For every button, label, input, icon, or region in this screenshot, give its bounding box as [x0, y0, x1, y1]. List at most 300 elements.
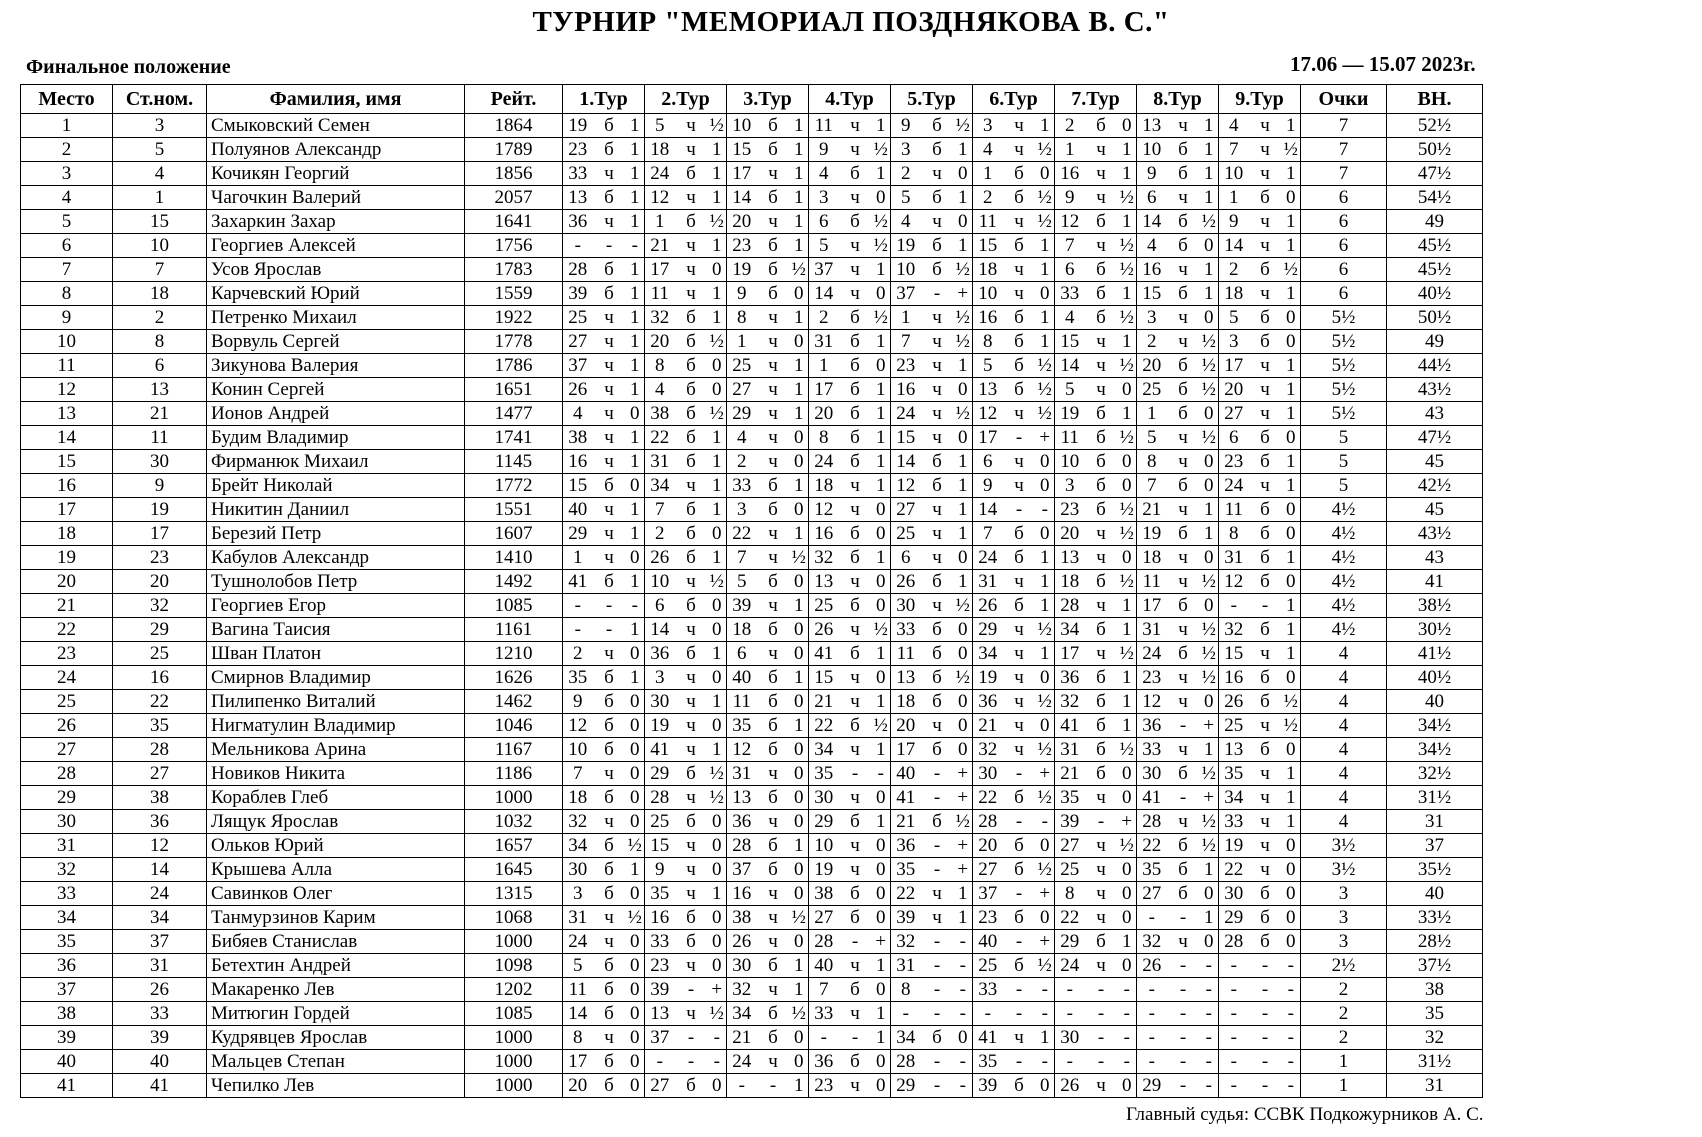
- table-row: [21, 738, 1483, 762]
- round-5-result-cell: 1: [954, 234, 973, 258]
- round-8-opponent-cell: 15: [1137, 282, 1167, 306]
- round-1-opponent-cell: 24: [563, 930, 593, 954]
- round-6-opponent-cell: 9: [973, 474, 1003, 498]
- round-2-result-cell: 0: [708, 930, 727, 954]
- round-4-color-cell: б: [839, 906, 872, 930]
- round-4-result-cell: ½: [872, 618, 891, 642]
- round-6-opponent-cell: -: [973, 1002, 1003, 1026]
- points-cell: 4½: [1301, 618, 1387, 642]
- round-2-opponent-cell: 3: [645, 666, 675, 690]
- round-7-opponent-cell: 12: [1055, 210, 1085, 234]
- tiebreak-cell: 37½: [1387, 954, 1483, 978]
- round-7-color-cell: ч: [1085, 954, 1118, 978]
- round-5-result-cell: -: [954, 1074, 973, 1098]
- round-5-opponent-cell: 7: [891, 330, 921, 354]
- round-1-result-cell: 1: [626, 282, 645, 306]
- round-6-color-cell: б: [1003, 378, 1036, 402]
- round-6-opponent-cell: 40: [973, 930, 1003, 954]
- round-9-result-cell: -: [1282, 1026, 1301, 1050]
- round-9-result-cell: 1: [1282, 210, 1301, 234]
- round-7-result-cell: ½: [1118, 258, 1137, 282]
- header-tiebreak: ВН.: [1387, 85, 1483, 114]
- round-2-color-cell: б: [675, 330, 708, 354]
- round-9-opponent-cell: 33: [1219, 810, 1249, 834]
- round-7-opponent-cell: 17: [1055, 642, 1085, 666]
- round-7-result-cell: 0: [1118, 954, 1137, 978]
- round-1-color-cell: -: [593, 594, 626, 618]
- round-3-color-cell: -: [757, 1074, 790, 1098]
- points-cell: 5½: [1301, 402, 1387, 426]
- round-4-result-cell: 0: [872, 834, 891, 858]
- round-1-opponent-cell: -: [563, 234, 593, 258]
- round-9-result-cell: 1: [1282, 162, 1301, 186]
- round-5-opponent-cell: 12: [891, 474, 921, 498]
- round-4-opponent-cell: 34: [809, 738, 839, 762]
- round-2-color-cell: б: [675, 522, 708, 546]
- player-name-cell: Ворвуль Сергей: [207, 330, 465, 354]
- round-6-opponent-cell: 31: [973, 570, 1003, 594]
- start-number-cell: 39: [113, 1026, 207, 1050]
- round-1-result-cell: 0: [626, 786, 645, 810]
- start-number-cell: 23: [113, 546, 207, 570]
- table-row: [21, 258, 1483, 282]
- round-1-opponent-cell: 39: [563, 282, 593, 306]
- round-3-color-cell: ч: [757, 906, 790, 930]
- round-1-color-cell: ч: [593, 546, 626, 570]
- table-row: [21, 906, 1483, 930]
- round-3-opponent-cell: 14: [727, 186, 757, 210]
- place-cell: 2: [21, 138, 113, 162]
- round-1-opponent-cell: 26: [563, 378, 593, 402]
- round-5-opponent-cell: 24: [891, 402, 921, 426]
- tiebreak-cell: 31½: [1387, 1050, 1483, 1074]
- round-6-color-cell: б: [1003, 1074, 1036, 1098]
- round-5-result-cell: 1: [954, 570, 973, 594]
- round-1-result-cell: 1: [626, 498, 645, 522]
- round-4-color-cell: б: [839, 162, 872, 186]
- round-7-opponent-cell: 1: [1055, 138, 1085, 162]
- round-6-color-cell: ч: [1003, 618, 1036, 642]
- round-7-opponent-cell: 10: [1055, 450, 1085, 474]
- rating-cell: 1641: [465, 210, 563, 234]
- round-3-result-cell: 0: [790, 570, 809, 594]
- round-8-result-cell: 1: [1200, 858, 1219, 882]
- round-2-result-cell: 0: [708, 906, 727, 930]
- rating-cell: 1000: [465, 786, 563, 810]
- round-8-result-cell: 0: [1200, 402, 1219, 426]
- round-6-opponent-cell: 1: [973, 162, 1003, 186]
- round-7-opponent-cell: 30: [1055, 1026, 1085, 1050]
- round-6-color-cell: б: [1003, 522, 1036, 546]
- player-name-cell: Мальцев Степан: [207, 1050, 465, 1074]
- round-4-opponent-cell: -: [809, 1026, 839, 1050]
- round-7-result-cell: 1: [1118, 282, 1137, 306]
- table-row: [21, 378, 1483, 402]
- round-2-result-cell: 1: [708, 498, 727, 522]
- player-name-cell: Чагочкин Валерий: [207, 186, 465, 210]
- place-cell: 36: [21, 954, 113, 978]
- round-3-opponent-cell: 1: [727, 330, 757, 354]
- round-4-opponent-cell: 11: [809, 114, 839, 138]
- table-row: [21, 114, 1483, 138]
- round-8-opponent-cell: 12: [1137, 690, 1167, 714]
- round-5-result-cell: 0: [954, 210, 973, 234]
- start-number-cell: 13: [113, 378, 207, 402]
- round-1-result-cell: 1: [626, 426, 645, 450]
- round-3-result-cell: 0: [790, 690, 809, 714]
- round-8-opponent-cell: 35: [1137, 858, 1167, 882]
- round-6-color-cell: ч: [1003, 450, 1036, 474]
- table-row: [21, 450, 1483, 474]
- round-4-color-cell: -: [839, 1026, 872, 1050]
- round-5-color-cell: б: [921, 234, 954, 258]
- round-1-opponent-cell: 19: [563, 114, 593, 138]
- round-9-result-cell: 0: [1282, 426, 1301, 450]
- round-3-result-cell: 1: [790, 714, 809, 738]
- round-6-opponent-cell: 5: [973, 354, 1003, 378]
- tiebreak-cell: 34½: [1387, 738, 1483, 762]
- round-6-result-cell: 1: [1036, 114, 1055, 138]
- round-5-color-cell: б: [921, 666, 954, 690]
- round-9-opponent-cell: 23: [1219, 450, 1249, 474]
- round-2-opponent-cell: 34: [645, 474, 675, 498]
- round-4-color-cell: ч: [839, 282, 872, 306]
- chief-arbiter: Главный судья: ССВК Подкожурников А. С.: [1126, 1104, 1484, 1125]
- round-9-color-cell: ч: [1249, 834, 1282, 858]
- player-name-cell: Смирнов Владимир: [207, 666, 465, 690]
- round-7-opponent-cell: 32: [1055, 690, 1085, 714]
- round-3-color-cell: б: [757, 690, 790, 714]
- round-7-result-cell: ½: [1118, 234, 1137, 258]
- round-8-opponent-cell: 4: [1137, 234, 1167, 258]
- round-4-result-cell: 0: [872, 522, 891, 546]
- round-9-opponent-cell: 7: [1219, 138, 1249, 162]
- round-2-color-cell: ч: [675, 186, 708, 210]
- start-number-cell: 18: [113, 282, 207, 306]
- round-1-opponent-cell: 13: [563, 186, 593, 210]
- round-8-opponent-cell: 16: [1137, 258, 1167, 282]
- round-1-opponent-cell: 23: [563, 138, 593, 162]
- round-3-result-cell: 1: [790, 306, 809, 330]
- round-6-result-cell: ½: [1036, 354, 1055, 378]
- round-1-color-cell: б: [593, 954, 626, 978]
- round-5-color-cell: -: [921, 930, 954, 954]
- round-8-opponent-cell: 1: [1137, 402, 1167, 426]
- round-1-opponent-cell: 4: [563, 402, 593, 426]
- round-2-opponent-cell: 39: [645, 978, 675, 1002]
- round-8-color-cell: ч: [1167, 738, 1200, 762]
- round-5-result-cell: 1: [954, 186, 973, 210]
- points-cell: 5: [1301, 474, 1387, 498]
- round-5-opponent-cell: 2: [891, 162, 921, 186]
- table-row: [21, 282, 1483, 306]
- round-4-result-cell: 1: [872, 426, 891, 450]
- rating-cell: 1145: [465, 450, 563, 474]
- round-6-color-cell: ч: [1003, 402, 1036, 426]
- round-6-result-cell: ½: [1036, 738, 1055, 762]
- round-1-color-cell: б: [593, 282, 626, 306]
- round-1-result-cell: 0: [626, 1026, 645, 1050]
- round-1-opponent-cell: 36: [563, 210, 593, 234]
- round-1-result-cell: 0: [626, 690, 645, 714]
- round-4-color-cell: -: [839, 930, 872, 954]
- round-2-color-cell: ч: [675, 738, 708, 762]
- round-5-color-cell: ч: [921, 210, 954, 234]
- round-2-color-cell: б: [675, 498, 708, 522]
- round-2-color-cell: б: [675, 906, 708, 930]
- table-row: [21, 1002, 1483, 1026]
- round-3-result-cell: 0: [790, 1050, 809, 1074]
- round-3-opponent-cell: 36: [727, 810, 757, 834]
- round-9-opponent-cell: 13: [1219, 738, 1249, 762]
- round-3-result-cell: 1: [790, 378, 809, 402]
- player-name-cell: Кудрявцев Ярослав: [207, 1026, 465, 1050]
- round-6-result-cell: 0: [1036, 162, 1055, 186]
- place-cell: 12: [21, 378, 113, 402]
- round-6-result-cell: 0: [1036, 906, 1055, 930]
- round-8-opponent-cell: 33: [1137, 738, 1167, 762]
- tournament-dates: 17.06 — 15.07 2023г.: [1290, 52, 1476, 76]
- round-9-opponent-cell: -: [1219, 1002, 1249, 1026]
- round-1-result-cell: 1: [626, 210, 645, 234]
- round-4-opponent-cell: 17: [809, 378, 839, 402]
- round-3-color-cell: ч: [757, 210, 790, 234]
- round-5-result-cell: -: [954, 954, 973, 978]
- round-3-opponent-cell: 38: [727, 906, 757, 930]
- round-5-opponent-cell: 11: [891, 642, 921, 666]
- rating-cell: 1098: [465, 954, 563, 978]
- round-7-color-cell: ч: [1085, 234, 1118, 258]
- round-5-opponent-cell: 16: [891, 378, 921, 402]
- round-2-opponent-cell: 17: [645, 258, 675, 282]
- round-8-result-cell: 1: [1200, 258, 1219, 282]
- round-7-color-cell: б: [1085, 426, 1118, 450]
- round-6-opponent-cell: 36: [973, 690, 1003, 714]
- place-cell: 29: [21, 786, 113, 810]
- round-7-opponent-cell: 18: [1055, 570, 1085, 594]
- round-7-result-cell: +: [1118, 810, 1137, 834]
- round-5-result-cell: +: [954, 786, 973, 810]
- round-6-color-cell: -: [1003, 978, 1036, 1002]
- round-8-result-cell: ½: [1200, 210, 1219, 234]
- place-cell: 22: [21, 618, 113, 642]
- round-2-color-cell: б: [675, 930, 708, 954]
- round-6-opponent-cell: 21: [973, 714, 1003, 738]
- round-9-opponent-cell: 20: [1219, 378, 1249, 402]
- table-row: [21, 1026, 1483, 1050]
- round-1-color-cell: ч: [593, 378, 626, 402]
- table-row: [21, 834, 1483, 858]
- rating-cell: 1559: [465, 282, 563, 306]
- round-4-opponent-cell: 25: [809, 594, 839, 618]
- round-5-result-cell: -: [954, 930, 973, 954]
- round-2-color-cell: ч: [675, 618, 708, 642]
- points-cell: 3½: [1301, 834, 1387, 858]
- round-8-color-cell: ч: [1167, 546, 1200, 570]
- round-4-result-cell: 1: [872, 642, 891, 666]
- round-4-result-cell: 1: [872, 810, 891, 834]
- round-2-opponent-cell: 30: [645, 690, 675, 714]
- place-cell: 18: [21, 522, 113, 546]
- round-3-opponent-cell: 18: [727, 618, 757, 642]
- round-9-result-cell: 1: [1282, 642, 1301, 666]
- rating-cell: 1551: [465, 498, 563, 522]
- round-3-color-cell: ч: [757, 450, 790, 474]
- round-8-result-cell: ½: [1200, 762, 1219, 786]
- round-8-result-cell: 0: [1200, 930, 1219, 954]
- round-5-color-cell: б: [921, 1026, 954, 1050]
- round-7-color-cell: б: [1085, 474, 1118, 498]
- round-6-color-cell: ч: [1003, 690, 1036, 714]
- round-6-color-cell: -: [1003, 930, 1036, 954]
- place-cell: 7: [21, 258, 113, 282]
- round-7-opponent-cell: 36: [1055, 666, 1085, 690]
- round-8-opponent-cell: 17: [1137, 594, 1167, 618]
- round-7-color-cell: б: [1085, 930, 1118, 954]
- round-9-opponent-cell: 24: [1219, 474, 1249, 498]
- round-1-result-cell: 1: [626, 114, 645, 138]
- round-3-opponent-cell: 10: [727, 114, 757, 138]
- start-number-cell: 29: [113, 618, 207, 642]
- round-4-color-cell: ч: [839, 498, 872, 522]
- round-5-result-cell: 0: [954, 714, 973, 738]
- round-2-opponent-cell: 18: [645, 138, 675, 162]
- round-9-opponent-cell: 26: [1219, 690, 1249, 714]
- round-8-result-cell: 0: [1200, 882, 1219, 906]
- tiebreak-cell: 42½: [1387, 474, 1483, 498]
- round-3-result-cell: 0: [790, 618, 809, 642]
- round-3-result-cell: 0: [790, 882, 809, 906]
- round-4-result-cell: 1: [872, 738, 891, 762]
- round-3-result-cell: 1: [790, 834, 809, 858]
- tiebreak-cell: 40½: [1387, 666, 1483, 690]
- round-9-opponent-cell: 32: [1219, 618, 1249, 642]
- round-5-color-cell: ч: [921, 714, 954, 738]
- round-7-opponent-cell: 13: [1055, 546, 1085, 570]
- round-8-result-cell: ½: [1200, 618, 1219, 642]
- round-1-result-cell: 0: [626, 930, 645, 954]
- place-cell: 11: [21, 354, 113, 378]
- round-2-opponent-cell: 24: [645, 162, 675, 186]
- round-9-opponent-cell: 15: [1219, 642, 1249, 666]
- round-2-result-cell: 1: [708, 690, 727, 714]
- round-3-color-cell: ч: [757, 930, 790, 954]
- round-8-result-cell: -: [1200, 1074, 1219, 1098]
- rating-cell: 1477: [465, 402, 563, 426]
- round-5-color-cell: б: [921, 138, 954, 162]
- round-5-opponent-cell: 37: [891, 282, 921, 306]
- place-cell: 26: [21, 714, 113, 738]
- round-4-color-cell: б: [839, 978, 872, 1002]
- tiebreak-cell: 41½: [1387, 642, 1483, 666]
- round-1-opponent-cell: 11: [563, 978, 593, 1002]
- round-8-opponent-cell: 5: [1137, 426, 1167, 450]
- round-9-color-cell: ч: [1249, 858, 1282, 882]
- player-name-cell: Фирманюк Михаил: [207, 450, 465, 474]
- round-8-result-cell: ½: [1200, 810, 1219, 834]
- round-4-color-cell: б: [839, 378, 872, 402]
- round-5-opponent-cell: 18: [891, 690, 921, 714]
- round-1-result-cell: 1: [626, 186, 645, 210]
- table-row: [21, 642, 1483, 666]
- round-9-result-cell: -: [1282, 954, 1301, 978]
- round-6-color-cell: б: [1003, 906, 1036, 930]
- round-3-result-cell: 0: [790, 738, 809, 762]
- round-1-opponent-cell: 2: [563, 642, 593, 666]
- round-3-opponent-cell: 37: [727, 858, 757, 882]
- tiebreak-cell: 43: [1387, 402, 1483, 426]
- round-2-color-cell: б: [675, 354, 708, 378]
- round-7-opponent-cell: -: [1055, 978, 1085, 1002]
- round-2-color-cell: б: [675, 210, 708, 234]
- round-5-result-cell: 1: [954, 882, 973, 906]
- round-9-opponent-cell: 27: [1219, 402, 1249, 426]
- round-8-color-cell: -: [1167, 786, 1200, 810]
- round-6-result-cell: 0: [1036, 1074, 1055, 1098]
- round-6-color-cell: б: [1003, 186, 1036, 210]
- round-1-color-cell: ч: [593, 402, 626, 426]
- round-1-color-cell: б: [593, 114, 626, 138]
- round-8-opponent-cell: -: [1137, 1050, 1167, 1074]
- round-1-opponent-cell: -: [563, 594, 593, 618]
- round-7-result-cell: -: [1118, 1002, 1137, 1026]
- round-2-result-cell: 1: [708, 234, 727, 258]
- round-8-color-cell: б: [1167, 762, 1200, 786]
- points-cell: 1: [1301, 1074, 1387, 1098]
- round-3-opponent-cell: 23: [727, 234, 757, 258]
- round-8-result-cell: 0: [1200, 690, 1219, 714]
- round-6-result-cell: 0: [1036, 714, 1055, 738]
- header-round-6: 6.Тур: [973, 85, 1055, 114]
- round-7-opponent-cell: 29: [1055, 930, 1085, 954]
- round-5-color-cell: ч: [921, 402, 954, 426]
- round-4-opponent-cell: 5: [809, 234, 839, 258]
- round-3-result-cell: 1: [790, 354, 809, 378]
- round-1-result-cell: 1: [626, 306, 645, 330]
- round-9-result-cell: ½: [1282, 690, 1301, 714]
- round-7-result-cell: 1: [1118, 138, 1137, 162]
- round-8-opponent-cell: 9: [1137, 162, 1167, 186]
- player-name-cell: Вагина Таисия: [207, 618, 465, 642]
- round-8-opponent-cell: 19: [1137, 522, 1167, 546]
- round-6-result-cell: -: [1036, 810, 1055, 834]
- round-7-color-cell: б: [1085, 450, 1118, 474]
- rating-cell: 2057: [465, 186, 563, 210]
- header-round-4: 4.Тур: [809, 85, 891, 114]
- round-7-color-cell: -: [1085, 978, 1118, 1002]
- round-3-opponent-cell: 32: [727, 978, 757, 1002]
- start-number-cell: 36: [113, 810, 207, 834]
- round-1-opponent-cell: 17: [563, 1050, 593, 1074]
- round-6-result-cell: 0: [1036, 522, 1055, 546]
- round-2-color-cell: ч: [675, 666, 708, 690]
- round-9-color-cell: б: [1249, 690, 1282, 714]
- player-name-cell: Кабулов Александр: [207, 546, 465, 570]
- round-7-color-cell: -: [1085, 810, 1118, 834]
- round-7-opponent-cell: 8: [1055, 882, 1085, 906]
- round-2-color-cell: б: [675, 450, 708, 474]
- start-number-cell: 25: [113, 642, 207, 666]
- round-8-color-cell: б: [1167, 282, 1200, 306]
- round-8-result-cell: 1: [1200, 282, 1219, 306]
- round-1-color-cell: -: [593, 234, 626, 258]
- round-7-color-cell: ч: [1085, 522, 1118, 546]
- place-cell: 40: [21, 1050, 113, 1074]
- round-6-opponent-cell: 7: [973, 522, 1003, 546]
- round-5-result-cell: 0: [954, 618, 973, 642]
- round-4-color-cell: б: [839, 1050, 872, 1074]
- start-number-cell: 11: [113, 426, 207, 450]
